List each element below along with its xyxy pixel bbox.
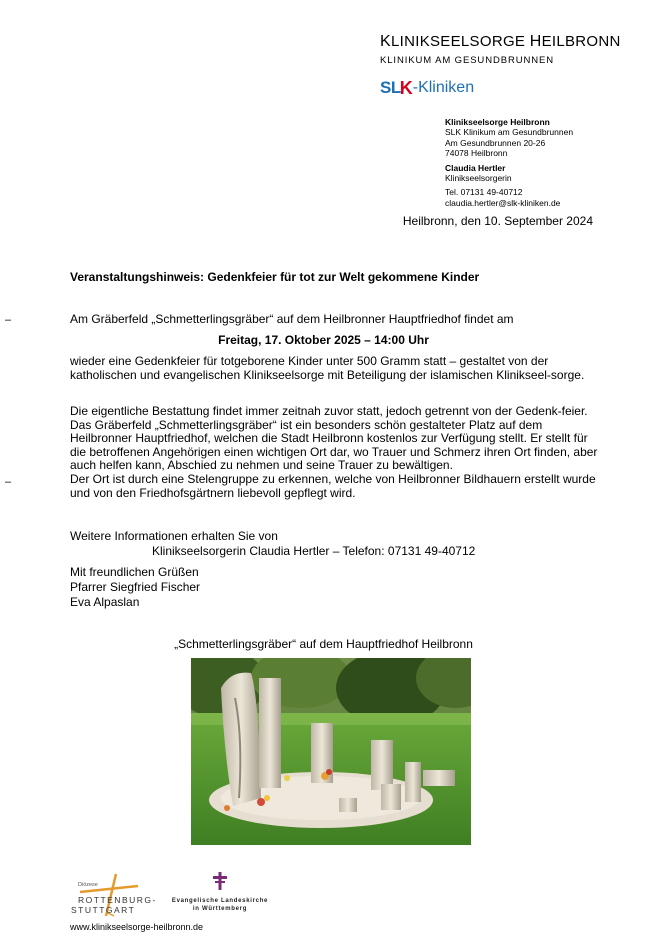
- rs-logo-line: STUTTGART: [71, 905, 136, 915]
- info-contact: Klinikseelsorgerin Claudia Hertler – Telefon: 07131 49-40712: [152, 544, 476, 558]
- contact-phone: Tel. 07131 49-40712: [445, 187, 523, 198]
- rs-logo-line: ROTTENBURG-: [78, 895, 157, 905]
- contact-line: SLK Klinikum am Gesundbrunnen: [445, 127, 574, 138]
- margin-mark: –: [5, 314, 12, 326]
- contact-email[interactable]: claudia.hertler@slk-kliniken.de: [445, 197, 561, 208]
- dioezese-rottenburg-stuttgart-logo: [66, 872, 164, 918]
- letter-date: Heilbronn, den 10. September 2024: [402, 214, 593, 228]
- paragraph-2: [70, 405, 598, 500]
- paragraph-2-line: Das Gräberfeld „Schmetterlingsgräber“ ist ein besonders schön gestalteter Platz auf dem Heilbronner Hauptfriedhof, welchen die Stadt Heilbronn kostenlos zur Verfügung stellt. Er stellt für die betroffenen Angehörigen einen wichtigen Ort dar, wo Trauer und Schmerz ihren Ort finden, aber auch helfen kann, Abschied zu nehmen und seine Trauer zu bewältigen.: [70, 417, 598, 473]
- contact-line: Am Gesundbrunnen 20-26: [445, 137, 546, 148]
- rs-logo-top: Diözese: [78, 882, 98, 888]
- elk-wuerttemberg-logo: [170, 872, 270, 918]
- contact-role: Klinikseelsorgerin: [445, 173, 512, 184]
- image-caption: „Schmetterlingsgräber“ auf dem Hauptfriedhof Heilbronn: [174, 637, 473, 651]
- memorial-photo: [191, 658, 471, 845]
- website-link[interactable]: www.klinikseelsorge-heilbronn.de: [70, 922, 204, 932]
- cross-icon: [212, 872, 228, 890]
- paragraph-1: wieder eine Gedenkfeier für totgeborene Kinder unter 500 Gramm statt – gestaltet von der katholischen und evangelischen Klinikseelsorge mit Beteiligung der islamischen Klinikseel-sorge.: [70, 354, 585, 382]
- organisation-subtitle: KLINIKUM AM GESUNDBRUNNEN: [380, 55, 554, 66]
- elk-line: in Württemberg: [192, 906, 248, 912]
- paragraph-2-line: Der Ort ist durch eine Stelengruppe zu erkennen, welche von Heilbronner Bildhauern erstellt wurde und von den Friedhofsgärtnern liebevoll gepflegt wird.: [70, 471, 596, 500]
- margin-mark: –: [5, 476, 12, 488]
- closing-greeting: Mit freundlichen Grüßen: [70, 565, 199, 579]
- page-title: Veranstaltungshinweis: Gedenkfeier für tot zur Welt gekommene Kinder: [70, 270, 480, 284]
- info-text: Weitere Informationen erhalten Sie von: [70, 529, 278, 543]
- contact-block: [445, 117, 573, 208]
- signature: Pfarrer Siegfried Fischer: [70, 580, 201, 594]
- contact-line: 74078 Heilbronn: [445, 148, 508, 159]
- elk-line: Evangelische Landeskirche: [171, 898, 269, 904]
- signature: Eva Alpaslan: [70, 595, 140, 609]
- intro-text: Am Gräberfeld „Schmetterlingsgräber“ auf dem Heilbronner Hauptfriedhof findet am: [70, 312, 514, 326]
- organisation-title: KLINIKSEELSORGE HEILBRONN: [380, 33, 621, 50]
- contact-person: Claudia Hertler: [445, 162, 506, 173]
- contact-name: Klinikseelsorge Heilbronn: [445, 117, 550, 127]
- event-date: Freitag, 17. Oktober 2025 – 14:00 Uhr: [218, 333, 429, 347]
- paragraph-2-line: Die eigentliche Bestattung findet immer zeitnah zuvor statt, jedoch getrennt von der Gedenk-feier.: [70, 404, 588, 418]
- slk-kliniken-logo: SL K -Kliniken: [380, 77, 475, 98]
